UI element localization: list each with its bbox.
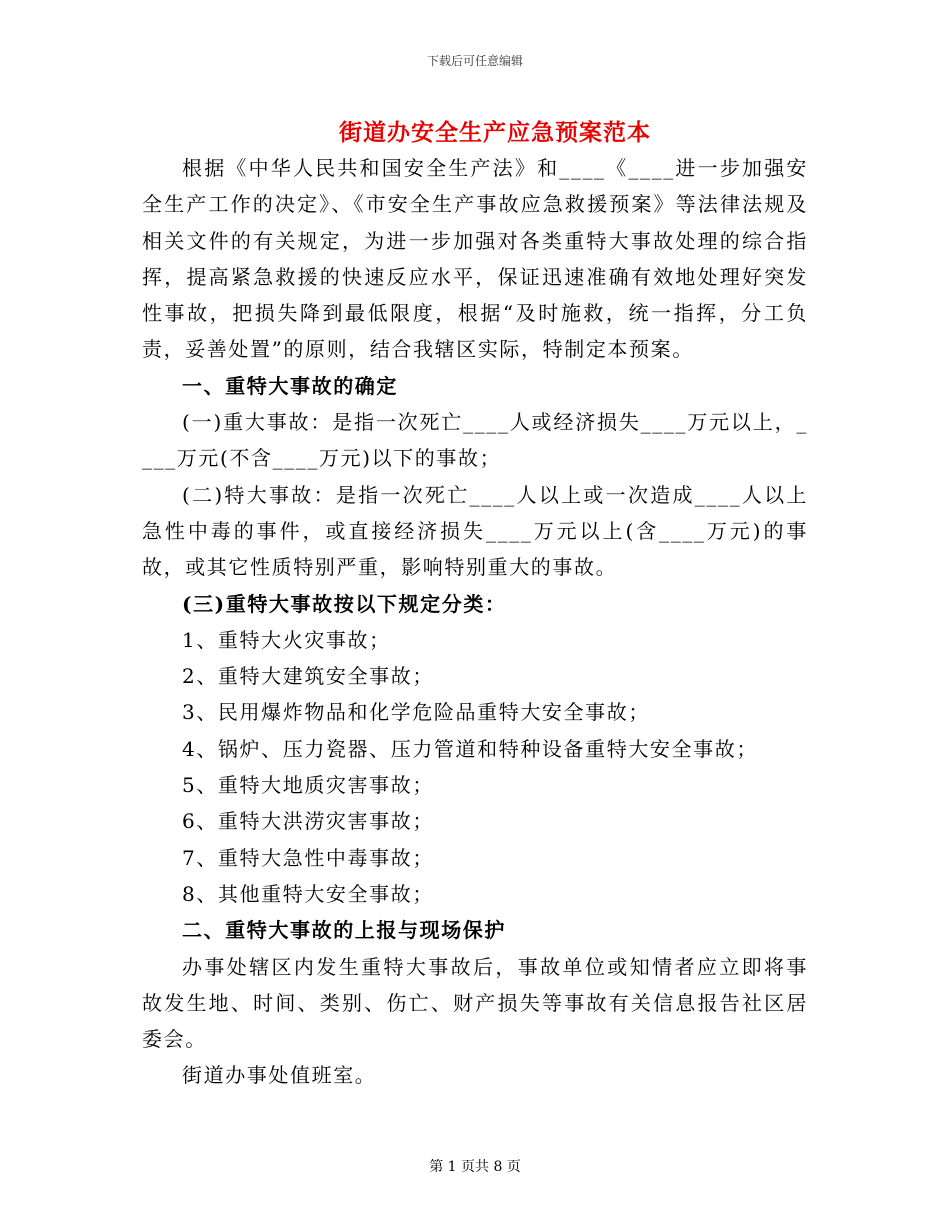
list-item: 2、重特大建筑安全事故； (182, 664, 434, 689)
list-item: 8、其他重特大安全事故； (182, 881, 434, 906)
list-item: 3、民用爆炸物品和化学危险品重特大安全事故； (182, 700, 650, 725)
list-item: 7、重特大急性中毒事故； (182, 845, 434, 870)
paragraph-duty-office: 街道办事处值班室。 (182, 1063, 377, 1088)
paragraph-reporting: 办事处辖区内发生重特大事故后，事故单位或知情者应立即将事故发生地、时间、类别、伤亡、财产损失等事故有关信息报告社区居委会。 (142, 954, 808, 1052)
section-heading-2: 二、重特大事故的上报与现场保护 (182, 918, 506, 943)
document-title: 街道办安全生产应急预案范本 (339, 119, 651, 146)
paragraph-intro: 根据《中华人民共和国安全生产法》和____《____进一步加强安全生产工作的决定》、《市安全生产事故应急救援预案》等法律法规及相关文件的有关规定，为进一步加强对各类重特大事故处理的综合指挥，提高紧急救援的快速反应水平，保证迅速准确有效地处理好突发性事故，把损失降到最低限度，根据“及时施救，统一指挥，分工负责，妥善处置”的原则，结合我辖区实际，特制定本预案。 (142, 156, 808, 362)
list-item: 4、锅炉、压力瓷器、压力管道和特种设备重特大安全事故； (182, 736, 758, 761)
list-item: 1、重特大火灾事故； (182, 627, 391, 652)
subsection-heading-classification: (三)重特大事故按以下规定分类： (182, 591, 507, 616)
section-heading-1: 一、重特大事故的确定 (182, 373, 398, 398)
header-note: 下载后可任意编辑 (426, 54, 523, 68)
page-number: 第 1 页共 8 页 (429, 1159, 521, 1175)
paragraph-major-accident: (一)重大事故：是指一次死亡____人或经济损失____万元以上，____万元(不含____万元)以下的事故； (142, 410, 808, 471)
list-item: 6、重特大洪涝灾害事故； (182, 809, 434, 834)
document-body (142, 150, 808, 1094)
list-item: 5、重特大地质灾害事故； (182, 773, 434, 798)
paragraph-extra-major-accident: (二)特大事故：是指一次死亡____人以上或一次造成____人以上急性中毒的事件，或直接经济损失____万元以上(含____万元)的事故，或其它性质特别严重，影响特别重大的事故。 (142, 482, 808, 580)
